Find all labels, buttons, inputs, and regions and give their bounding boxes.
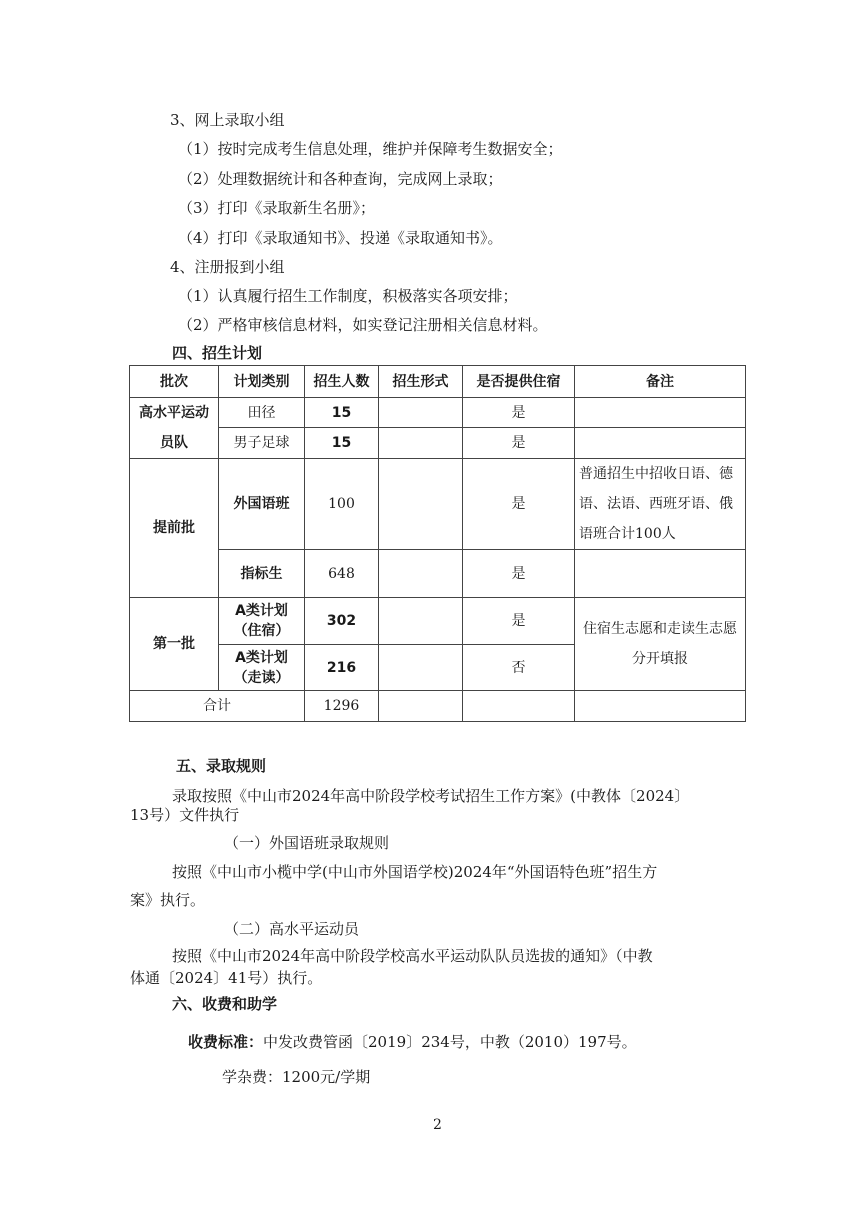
count-a-day: 216 — [305, 645, 379, 691]
form-track — [379, 398, 463, 428]
enrollment-plan-table — [129, 365, 746, 722]
form-a-board — [379, 598, 463, 645]
category-a-board-line2: （住宿） — [233, 623, 290, 639]
count-football: 15 — [305, 428, 379, 459]
plan-heading: 四、招生计划 — [172, 344, 263, 362]
section3-item-1: （1）按时完成考生信息处理，维护并保障考生数据安全； — [178, 140, 563, 158]
note-first-batch — [575, 598, 746, 691]
category-quota: 指标生 — [219, 550, 305, 598]
section4-item-1: （1）认真履行招生工作制度，积极落实各项安排； — [178, 287, 518, 305]
category-football: 男子足球 — [219, 428, 305, 459]
category-a-day-line2: （走读） — [233, 669, 290, 686]
batch-high-level-line2: 员队 — [160, 435, 188, 451]
fees-standard — [188, 1032, 637, 1052]
rules-heading: 五、录取规则 — [176, 757, 267, 775]
fees-standard-label: 收费标准： — [188, 1033, 264, 1051]
count-quota: 648 — [305, 550, 379, 598]
batch-first: 第一批 — [130, 598, 219, 691]
total-form — [379, 691, 463, 722]
lodging-foreign: 是 — [463, 459, 575, 550]
rules-sub2-heading: （二）高水平运动员 — [224, 920, 360, 938]
lodging-a-board: 是 — [463, 598, 575, 645]
rules-sub1-heading: （一）外国语班录取规则 — [224, 834, 390, 852]
lodging-track: 是 — [463, 398, 575, 428]
section3-item-4: （4）打印《录取通知书》、投递《录取通知书》。 — [178, 229, 503, 247]
note-foreign: 普通招生中招收日语、德语、法语、西班牙语、俄语班合计100人 — [575, 459, 746, 550]
category-a-day — [219, 645, 305, 691]
lodging-a-day: 否 — [463, 645, 575, 691]
category-a-board — [219, 598, 305, 645]
section3-item-2: （2）处理数据统计和各种查询，完成网上录取； — [178, 170, 503, 188]
header-lodging: 是否提供住宿 — [463, 366, 575, 398]
page-number: 2 — [433, 1117, 442, 1133]
note-first-line1: 住宿生志愿和走读生志愿 — [583, 621, 737, 637]
section4-heading: 4、注册报到小组 — [170, 258, 285, 276]
table-row — [130, 398, 746, 428]
rules-intro-line2: 13号）文件执行 — [130, 806, 240, 824]
form-football — [379, 428, 463, 459]
section3-item-3: （3）打印《录取新生名册》； — [178, 199, 376, 217]
header-batch: 批次 — [130, 366, 219, 398]
form-foreign — [379, 459, 463, 550]
section4-item-2: （2）严格审核信息材料，如实登记注册相关信息材料。 — [178, 316, 548, 334]
note-football — [575, 428, 746, 459]
batch-early: 提前批 — [130, 459, 219, 598]
table-header-row — [130, 366, 746, 398]
total-lodging — [463, 691, 575, 722]
form-a-day — [379, 645, 463, 691]
lodging-quota: 是 — [463, 550, 575, 598]
note-first-line2: 分开填报 — [632, 651, 688, 667]
total-label: 合计 — [130, 691, 305, 722]
batch-high-level-line1: 高水平运动 — [139, 405, 209, 421]
header-category: 计划类别 — [219, 366, 305, 398]
table-row — [130, 598, 746, 645]
section3-heading: 3、网上录取小组 — [170, 111, 285, 129]
rules-sub1-line2: 案》执行。 — [130, 891, 206, 909]
header-count: 招生人数 — [305, 366, 379, 398]
table-row — [130, 428, 746, 459]
category-a-day-line1: A类计划 — [235, 649, 288, 666]
table-row — [130, 550, 746, 598]
fees-heading: 六、收费和助学 — [172, 995, 278, 1013]
note-quota — [575, 550, 746, 598]
note-track — [575, 398, 746, 428]
total-count: 1296 — [305, 691, 379, 722]
count-foreign: 100 — [305, 459, 379, 550]
batch-high-level — [130, 398, 219, 459]
header-form: 招生形式 — [379, 366, 463, 398]
fees-standard-text: 中发改费管函〔2019〕234号，中教（2010）197号。 — [263, 1033, 637, 1051]
count-track: 15 — [305, 398, 379, 428]
rules-intro-line1: 录取按照《中山市2024年高中阶段学校考试招生工作方案》(中教体〔2024〕 — [172, 787, 690, 805]
category-foreign: 外国语班 — [219, 459, 305, 550]
category-track: 田径 — [219, 398, 305, 428]
table-row — [130, 459, 746, 550]
lodging-football: 是 — [463, 428, 575, 459]
form-quota — [379, 550, 463, 598]
rules-sub1-line1: 按照《中山市小榄中学(中山市外国语学校)2024年“外国语特色班”招生方 — [172, 863, 658, 881]
total-note — [575, 691, 746, 722]
table-total-row — [130, 691, 746, 722]
rules-sub2-line1: 按照《中山市2024年高中阶段学校高水平运动队队员选拔的通知》（中教 — [172, 947, 653, 965]
rules-sub2-line2: 体通〔2024〕41号）执行。 — [130, 969, 323, 987]
category-a-board-line1: A类计划 — [235, 603, 288, 619]
count-a-board: 302 — [305, 598, 379, 645]
header-note: 备注 — [575, 366, 746, 398]
fees-tuition: 学杂费：1200元/学期 — [222, 1068, 371, 1086]
